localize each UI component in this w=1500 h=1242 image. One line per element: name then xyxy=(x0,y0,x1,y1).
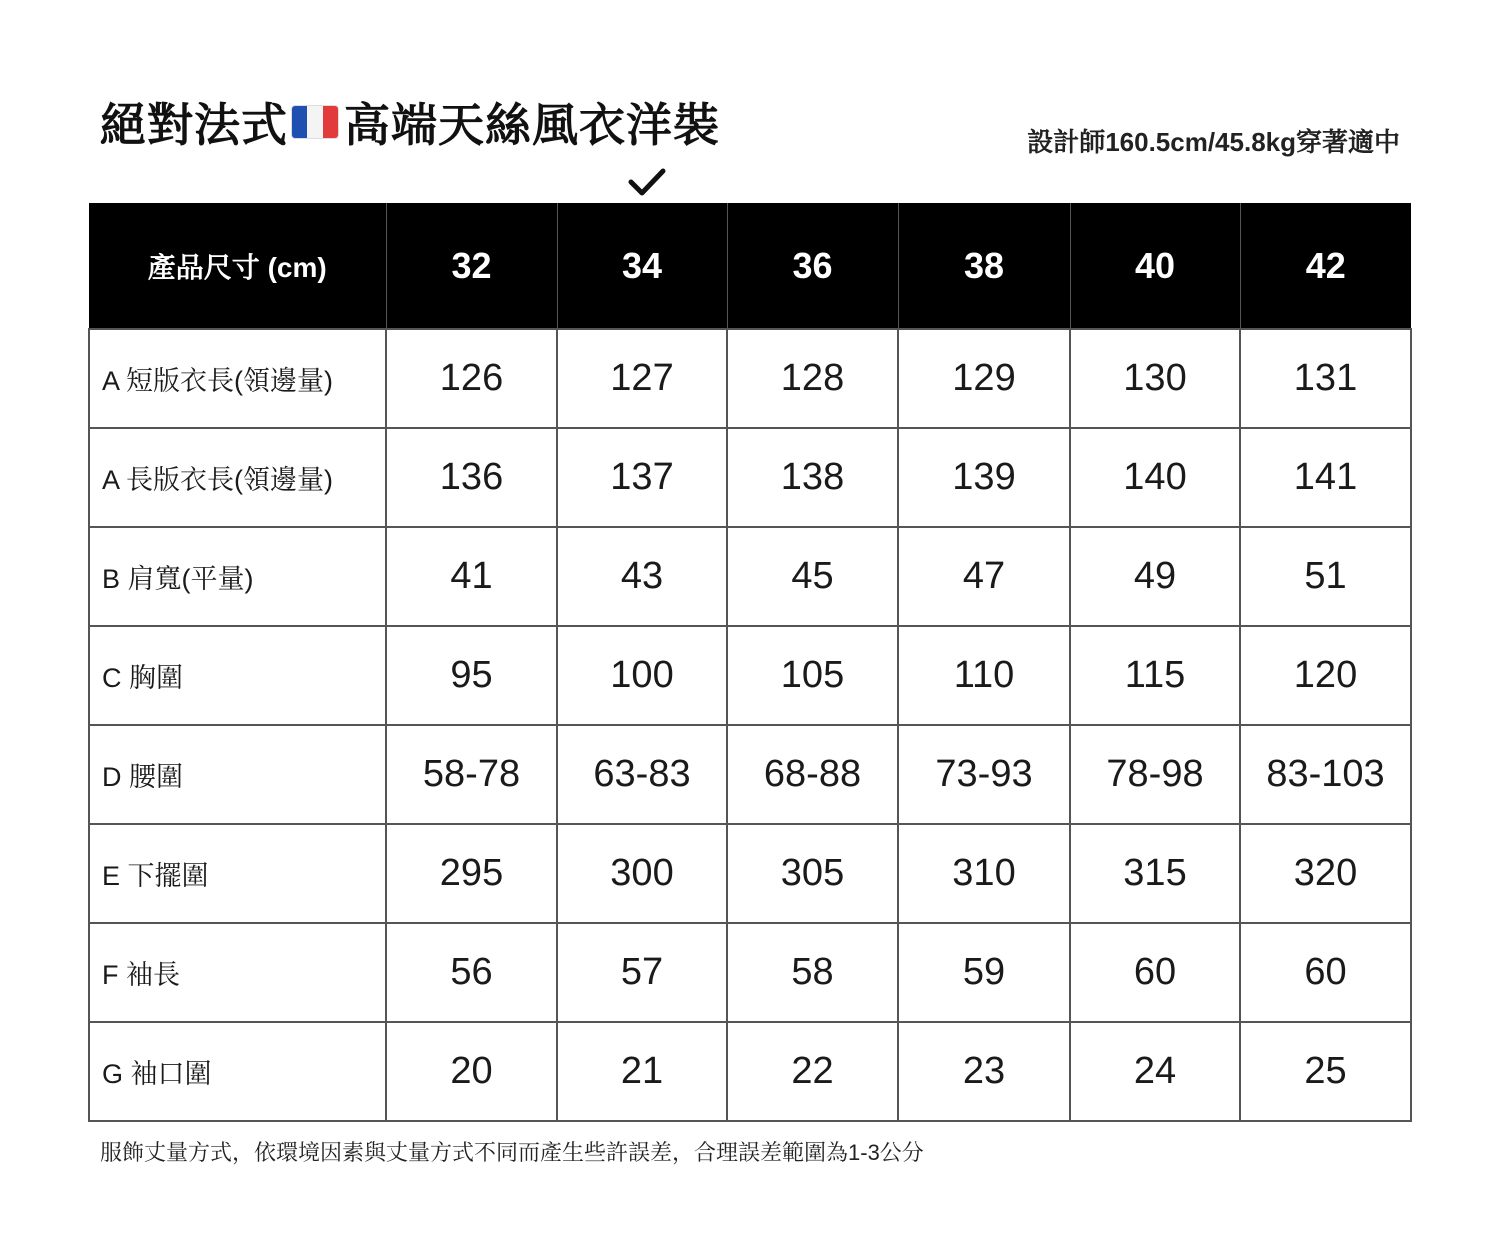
measurement-cell: 43 xyxy=(557,527,727,626)
table-row xyxy=(89,329,1411,428)
measurement-cell: 127 xyxy=(557,329,727,428)
row-label: D 腰圍 xyxy=(89,725,386,824)
row-label: C 胸圍 xyxy=(89,626,386,725)
measurement-cell: 23 xyxy=(898,1022,1070,1121)
size-header-36: 36 xyxy=(727,203,898,329)
measurement-cell: 138 xyxy=(727,428,898,527)
measurement-cell: 58-78 xyxy=(386,725,557,824)
title-text-part2: 高端天絲風衣洋裝 xyxy=(344,99,720,151)
row-label: F 袖長 xyxy=(89,923,386,1022)
table-row xyxy=(89,1022,1411,1121)
table-body xyxy=(89,329,1411,1121)
measurement-cell: 140 xyxy=(1070,428,1240,527)
measurement-cell: 24 xyxy=(1070,1022,1240,1121)
measurement-cell: 83-103 xyxy=(1240,725,1411,824)
measurement-cell: 68-88 xyxy=(727,725,898,824)
measurement-cell: 126 xyxy=(386,329,557,428)
title-text-part1: 絕對法式 xyxy=(100,99,288,151)
measurement-cell: 105 xyxy=(727,626,898,725)
measurement-cell: 51 xyxy=(1240,527,1411,626)
measurement-cell: 300 xyxy=(557,824,727,923)
measurement-cell: 305 xyxy=(727,824,898,923)
measurement-cell: 21 xyxy=(557,1022,727,1121)
checkmark-icon xyxy=(627,166,667,198)
measurement-cell: 63-83 xyxy=(557,725,727,824)
measurement-cell: 78-98 xyxy=(1070,725,1240,824)
measurement-disclaimer: 服飾丈量方式，依環境因素與丈量方式不同而產生些許誤差，合理誤差範圍為1-3公分 xyxy=(100,1140,924,1165)
row-label: B 肩寬(平量) xyxy=(89,527,386,626)
measurement-cell: 136 xyxy=(386,428,557,527)
size-header-34: 34 xyxy=(557,203,727,329)
measurement-cell: 73-93 xyxy=(898,725,1070,824)
france-flag-icon xyxy=(292,106,338,138)
measurement-cell: 58 xyxy=(727,923,898,1022)
size-header-32: 32 xyxy=(386,203,557,329)
measurement-cell: 128 xyxy=(727,329,898,428)
measurement-cell: 310 xyxy=(898,824,1070,923)
row-label: A 長版衣長(領邊量) xyxy=(89,428,386,527)
measurement-cell: 59 xyxy=(898,923,1070,1022)
header-label: 產品尺寸 (cm) xyxy=(89,203,386,329)
table-row xyxy=(89,626,1411,725)
measurement-cell: 315 xyxy=(1070,824,1240,923)
measurement-cell: 45 xyxy=(727,527,898,626)
measurement-cell: 141 xyxy=(1240,428,1411,527)
table-row xyxy=(89,725,1411,824)
row-label: A 短版衣長(領邊量) xyxy=(89,329,386,428)
size-header-42: 42 xyxy=(1240,203,1411,329)
measurement-cell: 320 xyxy=(1240,824,1411,923)
measurement-cell: 41 xyxy=(386,527,557,626)
measurement-cell: 115 xyxy=(1070,626,1240,725)
measurement-cell: 129 xyxy=(898,329,1070,428)
measurement-cell: 60 xyxy=(1070,923,1240,1022)
measurement-cell: 47 xyxy=(898,527,1070,626)
row-label: G 袖口圍 xyxy=(89,1022,386,1121)
size-header-40: 40 xyxy=(1070,203,1240,329)
measurement-cell: 295 xyxy=(386,824,557,923)
measurement-cell: 139 xyxy=(898,428,1070,527)
measurement-cell: 137 xyxy=(557,428,727,527)
measurement-cell: 22 xyxy=(727,1022,898,1121)
table-row xyxy=(89,923,1411,1022)
measurement-cell: 95 xyxy=(386,626,557,725)
measurement-cell: 110 xyxy=(898,626,1070,725)
measurement-cell: 100 xyxy=(557,626,727,725)
measurement-cell: 131 xyxy=(1240,329,1411,428)
row-label: E 下擺圍 xyxy=(89,824,386,923)
page-title xyxy=(100,92,720,152)
table-row xyxy=(89,428,1411,527)
measurement-cell: 20 xyxy=(386,1022,557,1121)
table-row xyxy=(89,527,1411,626)
measurement-cell: 120 xyxy=(1240,626,1411,725)
measurement-cell: 57 xyxy=(557,923,727,1022)
measurement-cell: 49 xyxy=(1070,527,1240,626)
size-header-38: 38 xyxy=(898,203,1070,329)
designer-fit-note: 設計師160.5cm/45.8kg穿著適中 xyxy=(1027,127,1400,157)
table-header-row xyxy=(89,203,1411,329)
size-chart-table xyxy=(88,203,1412,1122)
measurement-cell: 130 xyxy=(1070,329,1240,428)
measurement-cell: 56 xyxy=(386,923,557,1022)
table-row xyxy=(89,824,1411,923)
measurement-cell: 60 xyxy=(1240,923,1411,1022)
measurement-cell: 25 xyxy=(1240,1022,1411,1121)
